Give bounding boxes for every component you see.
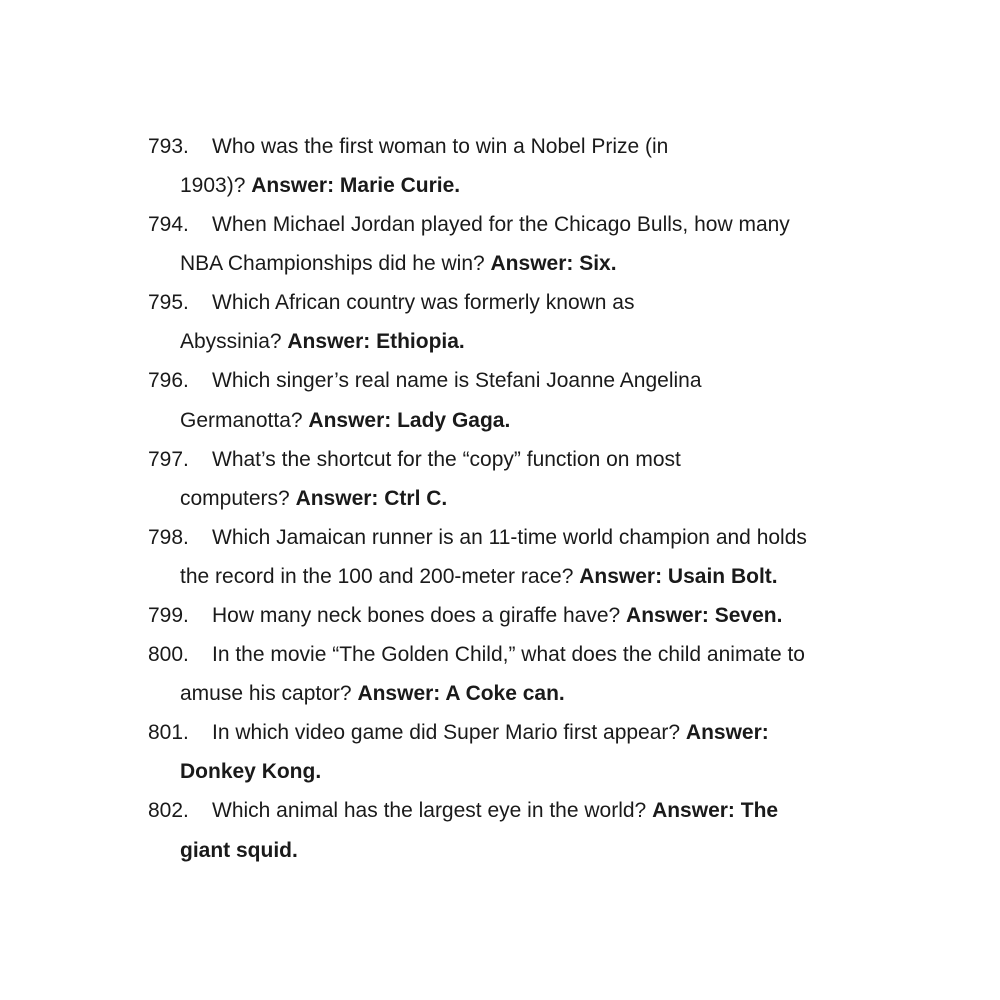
question-text: Abyssinia?	[180, 330, 288, 353]
question-text: Which animal has the largest eye in the world?	[212, 799, 653, 822]
question-text: computers?	[180, 487, 296, 510]
question-text: In which video game did Super Mario first appear?	[212, 721, 686, 744]
question-number: 794.	[148, 213, 189, 236]
answer-text: Answer: Marie Curie.	[251, 174, 461, 197]
question-text: Which Jamaican runner is an 11-time world champion and holds	[212, 526, 807, 549]
question-number: 798.	[148, 526, 189, 549]
answer-text: giant squid.	[180, 839, 298, 862]
question-number: 797.	[148, 448, 189, 471]
question-text: Which African country was formerly known as	[212, 291, 635, 314]
question-text: NBA Championships did he win?	[180, 252, 491, 275]
answer-text: Answer: Six.	[490, 252, 617, 275]
question-number: 802.	[148, 799, 189, 822]
question-number: 800.	[148, 643, 189, 666]
question-text: Which singer’s real name is Stefani Joanne Angelina	[212, 369, 702, 392]
question-text: What’s the shortcut for the “copy” function on most	[212, 448, 681, 471]
question-text: In the movie “The Golden Child,” what does the child animate to	[212, 643, 805, 666]
question-text: amuse his captor?	[180, 682, 358, 705]
question-text: the record in the 100 and 200-meter race?	[180, 565, 580, 588]
answer-text: Donkey Kong.	[180, 760, 322, 783]
question-number: 796.	[148, 369, 189, 392]
question-text: Who was the first woman to win a Nobel Prize (in	[212, 135, 669, 158]
question-number: 799.	[148, 604, 189, 627]
answer-text: Answer: Ctrl C.	[295, 487, 448, 510]
answer-text: Answer: Lady Gaga.	[308, 409, 511, 432]
question-number: 795.	[148, 291, 189, 314]
question-text: How many neck bones does a giraffe have?	[212, 604, 627, 627]
question-text: 1903)?	[180, 174, 252, 197]
answer-text: Answer: Seven.	[626, 604, 783, 627]
answer-text: Answer:	[685, 721, 769, 744]
question-number: 801.	[148, 721, 189, 744]
question-text: Germanotta?	[180, 409, 309, 432]
answer-text: Answer: The	[652, 799, 779, 822]
question-number: 793.	[148, 135, 189, 158]
answer-text: Answer: Usain Bolt.	[579, 565, 778, 588]
question-text: When Michael Jordan played for the Chicago Bulls, how many	[212, 213, 790, 236]
answer-text: Answer: A Coke can.	[357, 682, 565, 705]
answer-text: Answer: Ethiopia.	[287, 330, 465, 353]
